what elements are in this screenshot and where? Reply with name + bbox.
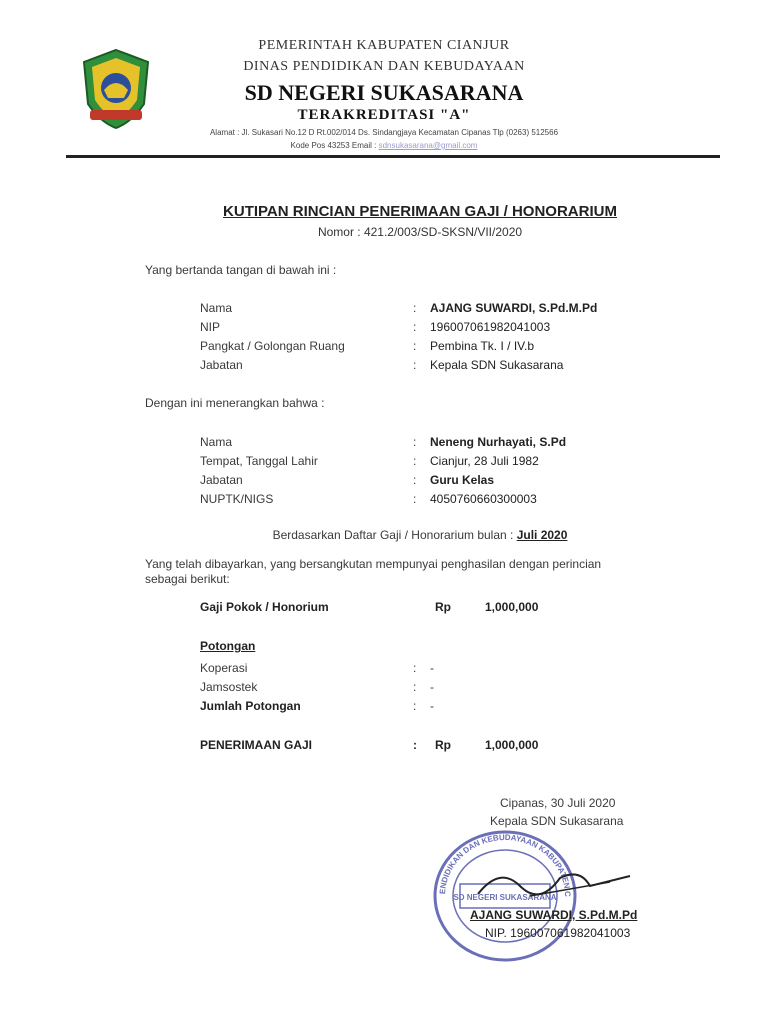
- employee-label: NUPTK/NIGS: [200, 491, 274, 506]
- total-deductions-colon: :: [413, 699, 417, 713]
- employee-row: [200, 432, 640, 451]
- employee-label: Nama: [200, 434, 233, 449]
- employee-colon: :: [413, 472, 417, 487]
- employee-value: 4050760660300003: [430, 491, 537, 506]
- signer-label: NIP: [200, 319, 221, 334]
- deduction-cooperative-value: -: [430, 661, 434, 675]
- deductions-heading: Potongan: [200, 639, 256, 653]
- letterhead-school-name: SD NEGERI SUKASARANA: [244, 80, 524, 105]
- signer-colon: :: [413, 300, 417, 315]
- signer-row: [200, 336, 640, 355]
- signer-label: Nama: [200, 300, 233, 315]
- signature-scribble-icon: [470, 856, 640, 906]
- net-salary-colon: :: [413, 738, 417, 752]
- employee-colon: :: [413, 434, 417, 449]
- employee-row: [200, 470, 640, 489]
- basic-salary-amount: 1,000,000: [485, 600, 539, 614]
- net-salary-amount: 1,000,000: [485, 738, 539, 752]
- intro-text: Yang bertanda tangan di bawah ini :: [145, 263, 337, 277]
- employee-colon: :: [413, 453, 417, 468]
- paid-text-line2: sebagai berikut:: [145, 572, 230, 586]
- document-title: KUTIPAN RINCIAN PENERIMAAN GAJI / HONORARIUM: [223, 203, 617, 220]
- basis-text: Berdasarkan Daftar Gaji / Honorarium bulan :: [272, 528, 517, 542]
- stamp-ring-text: ENDIDIKAN DAN KEBUDAYAAN KABUPATEN C: [437, 832, 573, 898]
- signer-row: [200, 355, 640, 374]
- total-deductions-label: Jumlah Potongan: [200, 699, 301, 713]
- signer-colon: :: [413, 319, 417, 334]
- deduction-cooperative-colon: :: [413, 661, 417, 675]
- signature-place-date: Cipanas, 30 Juli 2020: [500, 796, 616, 810]
- signer-block: [200, 298, 640, 374]
- deduction-jamsostek-value: -: [430, 680, 434, 694]
- letterhead-department: DINAS PENDIDIKAN DAN KEBUDAYAAN: [243, 59, 525, 74]
- net-salary-currency: Rp: [435, 738, 451, 752]
- deduction-cooperative-label: Koperasi: [200, 661, 248, 675]
- employee-row: [200, 489, 640, 508]
- stamp-center-text: SD NEGERI SUKASARANA: [453, 893, 557, 902]
- total-deductions-value: -: [430, 699, 434, 713]
- basic-salary-currency: Rp: [435, 600, 451, 614]
- deduction-jamsostek-label: Jamsostek: [200, 680, 258, 694]
- employee-label: Jabatan: [200, 472, 243, 487]
- basis-month: Juli 2020: [516, 528, 568, 542]
- letterhead-divider: [66, 155, 720, 158]
- employee-label: Tempat, Tanggal Lahir: [200, 453, 318, 468]
- document-number: Nomor : 421.2/003/SD-SKSN/VII/2020: [317, 225, 523, 239]
- deduction-jamsostek-colon: :: [413, 680, 417, 694]
- signer-value: Pembina Tk. I / IV.b: [430, 338, 535, 353]
- signature-name: AJANG SUWARDI, S.Pd.M.Pd: [470, 908, 638, 922]
- employee-value: Guru Kelas: [430, 472, 495, 487]
- letterhead-accreditation: TERAKREDITASI "A": [297, 107, 471, 123]
- handwritten-signature: [470, 856, 640, 906]
- signer-value: AJANG SUWARDI, S.Pd.M.Pd: [430, 300, 598, 315]
- email-link[interactable]: sdnsukasarana@gmail.com: [378, 141, 478, 150]
- signature-position: Kepala SDN Sukasarana: [490, 814, 624, 828]
- net-salary-label: PENERIMAAN GAJI: [200, 738, 313, 752]
- signature-nip: NIP. 196007061982041003: [485, 926, 631, 940]
- employee-value: Cianjur, 28 Juli 1982: [430, 453, 539, 468]
- paid-text-line1: Yang telah dibayarkan, yang bersangkutan mempunyai penghasilan dengan perincian: [145, 557, 602, 571]
- employee-row: [200, 451, 640, 470]
- employee-colon: :: [413, 491, 417, 506]
- postal-text: Kode Pos 43253 Email :: [290, 141, 379, 150]
- signer-colon: :: [413, 338, 417, 353]
- signer-value: Kepala SDN Sukasarana: [430, 357, 564, 372]
- letterhead-postal: [0, 141, 768, 150]
- letterhead-government: PEMERINTAH KABUPATEN CIANJUR: [258, 38, 510, 53]
- employee-block: [200, 432, 640, 508]
- statement-text: Dengan ini menerangkan bahwa :: [145, 396, 325, 410]
- signer-row: [200, 298, 640, 317]
- signer-label: Jabatan: [200, 357, 243, 372]
- salary-basis: [0, 528, 768, 542]
- signer-colon: :: [413, 357, 417, 372]
- signer-value: 196007061982041003: [430, 319, 551, 334]
- letterhead-address: Alamat : Jl. Sukasari No.12 D Rt.002/014 Ds. Sindangjaya Kecamatan Cipanas Tlp (0263) 512566: [209, 128, 559, 137]
- signer-row: [200, 317, 640, 336]
- employee-value: Neneng Nurhayati, S.Pd: [430, 434, 567, 449]
- signer-label: Pangkat / Golongan Ruang: [200, 338, 345, 353]
- basic-salary-label: Gaji Pokok / Honorium: [200, 600, 329, 614]
